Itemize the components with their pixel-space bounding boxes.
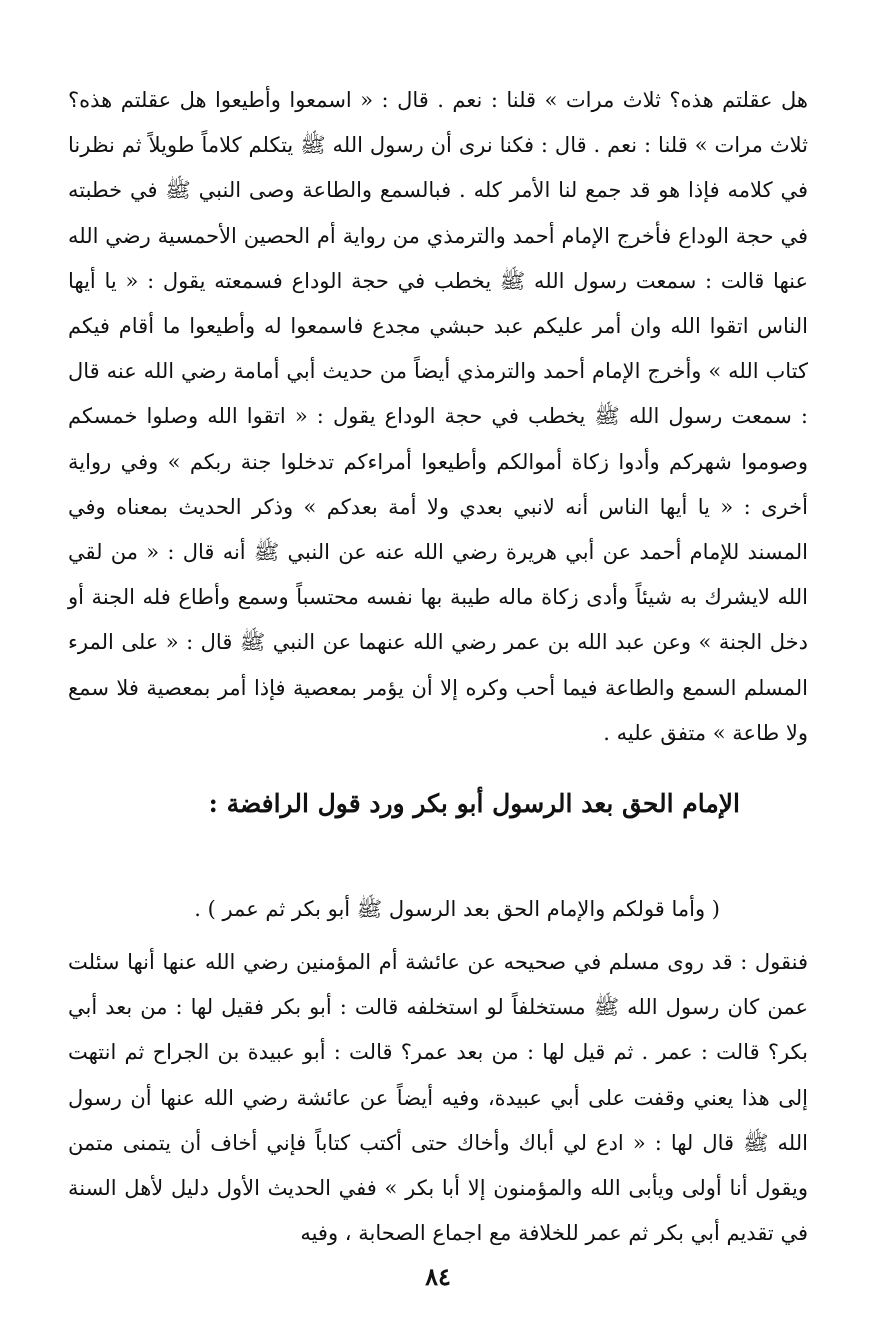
quoted-claim: ( وأما قولكم والإمام الحق بعد الرسول ﷺ أبو بكر ثم عمر ) . xyxy=(194,897,720,921)
page-number: ٨٤ xyxy=(425,1262,451,1291)
section-heading: الإمام الحق بعد الرسول أبو بكر ورد قول الرافضة : xyxy=(208,789,740,818)
body-paragraph-response: فنقول : قد روى مسلم في صحيحه عن عائشة أم المؤمنين رضي الله عنها أنها سئلت عمن كان رسول الله ﷺ مستخلفاً لو استخلفه قالت : أبو بكر فقيل لها : من بعد أبي بكر؟ قالت : عمر . ثم قيل لها : من بعد عمر؟ قالت : أبو عبيدة بن الجراح ثم انتهت إلى هذا يعني وقفت على أبي عبيدة، وفيه أيضاً عن عائشة رضي الله عنها أن رسول الله ﷺ قال لها : « ادع لي أباك وأخاك حتى أكتب كتاباً فإني أخاف أن يتمنى متمن ويقول أنا أولى ويأبى الله والمؤمنون إلا أبا بكر » ففي الحديث الأول دليل لأهل السنة في تقديم أبي بكر ثم عمر للخلافة مع اجماع الصحابة ، وفيه xyxy=(68,950,808,1246)
body-paragraph-hadith: هل عقلتم هذه؟ ثلاث مرات » قلنا : نعم . قال : « اسمعوا وأطيعوا هل عقلتم هذه؟ ثلاث مرات » قلنا : نعم . قال : فكنا نرى أن رسول الله ﷺ يتكلم كلاماً طويلاً ثم نظرنا في كلامه فإذا هو قد جمع لنا الأمر كله . فبالسمع والطاعة وصى النبي ﷺ في خطبته في حجة الوداع فأخرج الإمام أحمد والترمذي من رواية أم الحصين الأحمسية رضي الله عنها قالت : سمعت رسول الله ﷺ يخطب في حجة الوداع فسمعته يقول : « يا أيها الناس اتقوا الله وان أمر عليكم عبد حبشي مجدع فاسمعوا له وأطيعوا ما أقام فيكم كتاب الله » وأخرج الإمام أحمد والترمذي أيضاً من حديث أبي أمامة رضي الله عنه قال : سمعت رسول الله ﷺ يخطب في حجة الوداع يقول : « اتقوا الله وصلوا خمسكم وصوموا شهركم وأدوا زكاة أموالكم وأطيعوا أمراءكم تدخلوا جنة ربكم » وفي رواية أخرى : « يا أيها الناس أنه لانبي بعدي ولا أمة بعدكم » وذكر الحديث بمعناه وفي المسند للإمام أحمد عن أبي هريرة رضي الله عنه عن النبي ﷺ أنه قال : « من لقي الله لايشرك به شيئاً وأدى زكاة ماله طيبة بها نفسه محتسباً وسمع وأطاع فله الجنة أو دخل الجنة » وعن عبد الله بن عمر رضي الله عنهما عن النبي ﷺ قال : « على المرء المسلم السمع والطاعة فيما أحب وكره إلا أن يؤمر بمعصية فإذا أمر بمعصية فلا سمع ولا طاعة » متفق عليه . xyxy=(68,88,808,745)
